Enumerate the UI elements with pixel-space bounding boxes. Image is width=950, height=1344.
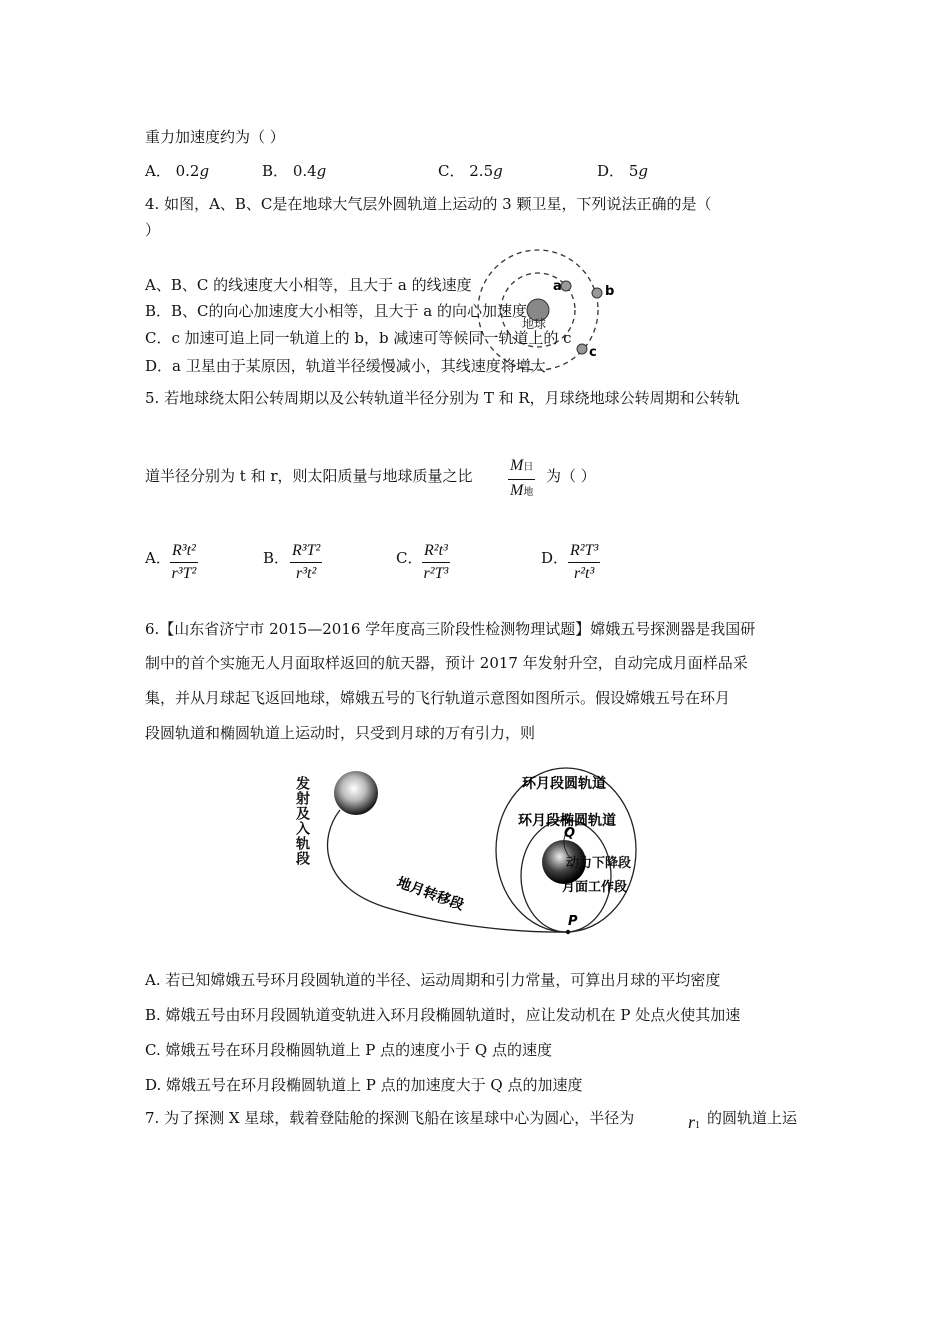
- q6-option-a: A. 若已知嫦娥五号环月段圆轨道的半径、运动周期和引力常量，可算出月球的平均密度: [145, 971, 721, 989]
- point-q-label: Q: [564, 826, 576, 841]
- q6-stem-line2: 制中的首个实施无人月面取样返回的航天器，预计 2017 年发射升空，自动完成月面样品采: [145, 654, 748, 672]
- surface-segment-label: 月面工作段: [562, 880, 628, 895]
- point-p-label: P: [568, 914, 578, 929]
- satellite-b-label: b: [605, 284, 615, 299]
- q4-stem-line2: ）: [145, 221, 161, 239]
- q4-option-a: A、B、C 的线速度大小相等，且大于 a 的线速度: [145, 276, 472, 294]
- q6-stem-line4: 段圆轨道和椭圆轨道上运动时，只受到月球的万有引力，则: [145, 724, 536, 742]
- q7-stem-line1-post: 的圆轨道上运: [707, 1109, 798, 1127]
- satellite-b: [592, 288, 602, 298]
- q7-radius-symbol: r1: [688, 1112, 701, 1132]
- mass-ratio-fraction: M日 M地: [510, 457, 534, 499]
- q6-stem-line1: 6.【山东省济宁市 2015—2016 学年度高三阶段性检测物理试题】嫦娥五号探测器是我国研: [145, 620, 756, 638]
- q6-option-b: B. 嫦娥五号由环月段圆轨道变轨进入环月段椭圆轨道时，应让发动机在 P 处点火使其加速: [145, 1006, 741, 1024]
- point-p: [566, 930, 570, 934]
- q6-option-c: C. 嫦娥五号在环月段椭圆轨道上 P 点的速度小于 Q 点的速度: [145, 1041, 552, 1059]
- q5-stem-line1: 5. 若地球绕太阳公转周期以及公转轨道半径分别为 T 和 R，月球绕地球公转周期和公转轨: [145, 389, 740, 407]
- q5-option-b-label: B．: [263, 549, 290, 567]
- satellite-c-label: c: [589, 345, 597, 360]
- q3-option-b: B． 0.4g: [262, 162, 327, 180]
- q5-stem-line2-pre: 道半径分别为 t 和 r，则太阳质量与地球质量之比: [145, 467, 473, 485]
- elliptical-orbit-label: 环月段椭圆轨道: [518, 813, 616, 829]
- q4-option-b: B．B、C的向心加速度大小相等，且大于 a 的向心加速度: [145, 302, 528, 320]
- q6-stem-line3: 集，并从月球起飞返回地球，嫦娥五号的飞行轨道示意图如图所示。假设嫦娥五号在环月: [145, 689, 731, 707]
- q4-option-d: D．a 卫星由于某原因，轨道半径缓慢减小，其线速度将增大: [145, 357, 546, 375]
- launch-segment-label: [294, 775, 311, 866]
- q6-trajectory-figure: [294, 758, 648, 940]
- q5-option-d-fraction: $\frac{\text{R²T³}}{\text{r²t³}}$: [570, 542, 599, 582]
- descent-segment-label: 动力下降段: [566, 856, 632, 871]
- transfer-segment-label: 地月转移段: [394, 874, 466, 914]
- q5-option-b-fraction: $\frac{\text{R³T²}}{\text{r³t²}}$: [292, 542, 321, 582]
- satellite-a: [561, 281, 571, 291]
- q6-option-d: D. 嫦娥五号在环月段椭圆轨道上 P 点的加速度大于 Q 点的加速度: [145, 1076, 583, 1094]
- earth-label: 地球: [522, 317, 547, 331]
- q5-option-d-label: D．: [541, 549, 569, 567]
- q7-stem-line1: 7. 为了探测 X 星球，载着登陆舱的探测飞船在该星球中心为圆心，半径为: [145, 1109, 635, 1127]
- q3-option-d: D． 5g: [597, 162, 648, 180]
- q4-option-c: C．c 加速可追上同一轨道上的 b，b 减速可等候同一轨道上的 c: [145, 329, 572, 347]
- satellite-c: [577, 344, 587, 354]
- svg-text:发射及入轨段: 发射及入轨段: [294, 776, 310, 866]
- q4-stem-line1: 4. 如图，A、B、C是在地球大气层外圆轨道上运动的 3 颗卫星，下列说法正确的是（: [145, 195, 712, 213]
- q5-option-c-label: C．: [396, 549, 423, 567]
- earth-ball: [334, 771, 378, 815]
- q3-option-c: C． 2.5g: [438, 162, 503, 180]
- circular-orbit-label: 环月段圆轨道: [522, 776, 606, 792]
- q5-option-a-fraction: $\frac{\text{R³t²}}{\text{r³T²}}$: [171, 542, 197, 582]
- q3-option-a: A． 0.2g: [145, 162, 210, 180]
- q5-stem-line2-post: 为（ ）: [546, 467, 596, 485]
- q5-option-c-fraction: $\frac{\text{R²t³}}{\text{r²T³}}$: [423, 542, 449, 582]
- satellite-a-label: a: [553, 279, 562, 294]
- q3-stem-tail: 重力加速度约为（ ）: [145, 128, 285, 146]
- q5-option-a-label: A．: [145, 549, 171, 567]
